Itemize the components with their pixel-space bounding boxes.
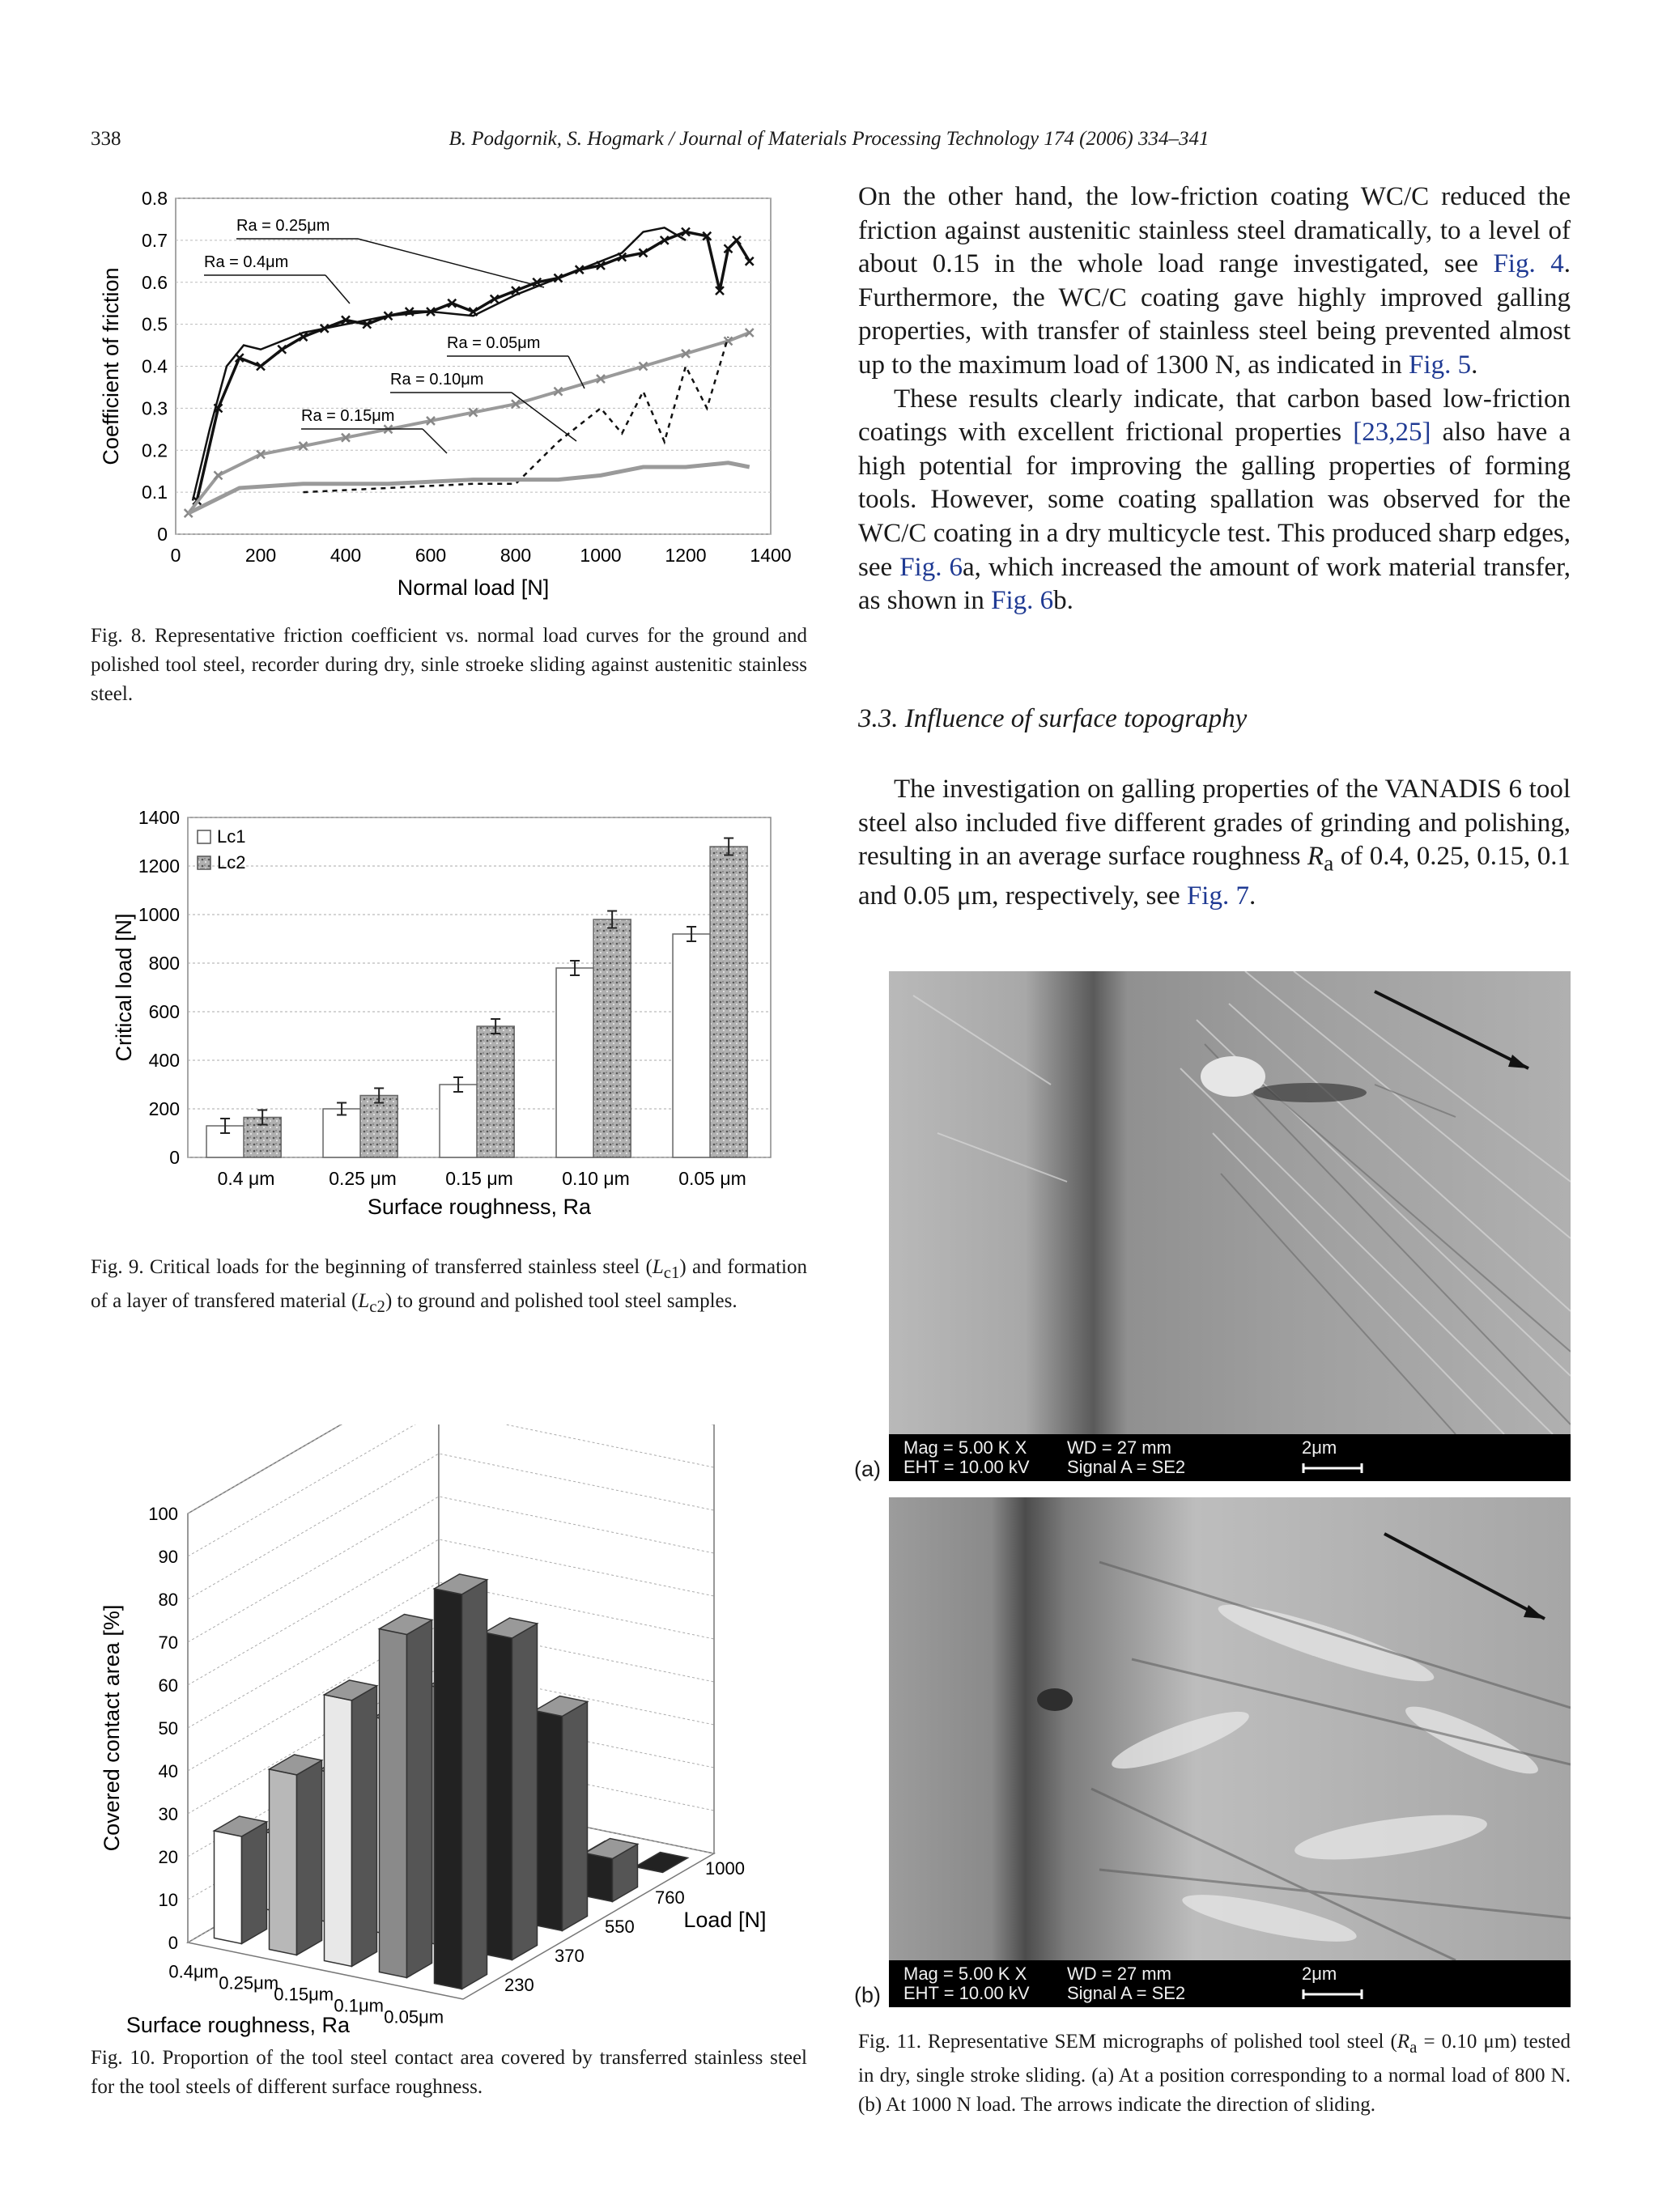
x-tick-label: 800 [500,545,532,566]
y-axis-label: Critical load [N] [112,913,136,1062]
sem-b-wd: WD = 27 mm [1067,1964,1171,1984]
z-tick-label: 80 [158,1590,178,1610]
z-tick-label: 30 [158,1804,178,1824]
y-tick-label: 0.4 [142,355,168,377]
sem-a-scale-bar [1302,1462,1363,1475]
x-tick-label: 0.25 μm [329,1168,397,1189]
fig5-link[interactable]: Fig. 5 [1409,350,1472,380]
y-tick-label: 0.6 [142,271,168,293]
y-tick-label: 600 [148,1001,180,1022]
p2-text-a: These results clearly indicate, that carbon based low-friction coatings with excellent frictional properties [858,384,1571,448]
p3-text-a: The investigation on galling properties of the VANADIS 6 tool steel also included five different grades of grinding and polishing, resulting in an average surface roughness [858,775,1571,872]
z-tick-label: 20 [158,1847,178,1867]
y-tick-label: 400 [148,1050,180,1071]
z-axis-label: Covered contact area [%] [100,1604,124,1852]
legend-swatch [198,856,210,869]
fig9-sym1: L [652,1256,664,1278]
bar-lc2 [710,847,747,1157]
fig6a-link[interactable]: Fig. 6 [899,552,963,582]
sem-b-scale: 2μm [1302,1964,1337,1984]
z-tick-label: 70 [158,1632,178,1653]
y-tick-label: 370 [555,1946,585,1966]
bar-front-face [380,1629,407,1978]
p2-text-b: also have a high potential for improving the galling properties of forming tools. However, some coating spallation was observed for the WC/C coating in a dry multicycle test. This produced sharp edges, see [858,418,1571,582]
x-tick-label: 0.15 μm [445,1168,513,1189]
fig9-sym2: L [358,1290,370,1312]
x-tick-label: 1000 [580,545,622,566]
panel-label-b: (b) [854,1983,881,2007]
y-tick-label: 1000 [138,904,180,925]
p3-text-c: . [1248,881,1256,911]
sem-b-mag: Mag = 5.00 K X [903,1964,1027,1984]
bar-lc1 [440,1085,477,1157]
x-tick-label: 0.15μm [274,1984,334,2005]
fig11-caption-part1: Fig. 11. Representative SEM micrographs of polished tool steel ( [858,2031,1397,2053]
x-axis-label: Surface roughness, Ra [125,2013,351,2037]
y-tick-label: 0.7 [142,229,168,251]
z-tick-label: 0 [168,1933,178,1953]
bar-side-face [352,1686,377,1967]
x-tick-label: 1200 [665,545,707,566]
p3-ra-sub: a [1324,850,1334,876]
y-tick-label: 0.3 [142,397,168,419]
fig11-ra-value: = 0.10 μm) [1417,2031,1517,2053]
bar-front-face [215,1831,242,1944]
sem-info-bar-a [889,1434,1571,1481]
x-tick-label: 0 [170,545,181,566]
fig10-caption: Fig. 10. Proportion of the tool steel contact area covered by transferred stainless steel for the tool steels of different surface roughness. [91,2047,807,2098]
x-tick-label: 0.10 μm [562,1168,630,1189]
y-tick-label: 0.2 [142,439,168,461]
bar-side-face [297,1760,322,1955]
y-axis-label: Load [N] [683,1907,767,1932]
fig11-ra-symbol: R [1397,2031,1410,2053]
y-tick-label: 1000 [705,1858,745,1879]
bar-front-face [325,1695,352,1967]
fig4-link[interactable]: Fig. 4 [1493,249,1564,279]
annotation-label: Ra = 0.25μm [236,217,330,235]
ref-23-25-link[interactable]: [23,25] [1353,418,1431,448]
bar-lc1 [323,1109,360,1157]
y-tick-label: 550 [605,1917,635,1937]
bar-front-face [585,1853,613,1902]
legend-swatch [198,830,210,843]
bar-lc2 [593,919,631,1157]
x-tick-label: 0.05 μm [678,1168,746,1189]
sem-micrograph-b [889,1497,1571,2007]
p3-ra-symbol: R [1307,842,1324,872]
sem-a-mag: Mag = 5.00 K X [903,1437,1027,1458]
y-tick-label: 230 [504,1975,534,1995]
p3-text-b: of 0.4, 0.25, 0.15, 0.1 and 0.05 μm, respectively, see [858,842,1571,911]
z-tick-label: 40 [158,1761,178,1781]
bar-lc1 [556,968,593,1157]
x-tick-label: 1400 [750,545,792,566]
y-tick-label: 0.5 [142,313,168,335]
z-tick-label: 50 [158,1718,178,1739]
y-tick-label: 0 [157,524,168,545]
x-tick-label: 0.25μm [219,1972,279,1993]
annotation-label: Ra = 0.15μm [301,407,395,425]
x-tick-label: 600 [414,545,447,566]
bar-front-face [485,1632,512,1960]
fig9-sub2: c2 [369,1297,385,1316]
fig6b-link[interactable]: Fig. 6 [991,586,1054,616]
x-axis-label: Surface roughness, Ra [367,1195,592,1219]
fig11-caption-part2: tested in dry, single stroke sliding. (a) At a position corresponding to a normal load of 800 N. (b) At 1000 N load. The arrows indicate the direction of sliding. [858,2031,1571,2116]
y-tick-label: 0 [169,1147,180,1168]
x-tick-label: 0.05μm [384,2006,444,2027]
bar-front-face [435,1589,462,1989]
x-tick-label: 0.1μm [334,1995,384,2016]
bar-side-face [462,1580,487,1989]
bar-side-face [407,1620,432,1978]
y-tick-label: 800 [148,953,180,974]
sem-b-scale-bar [1302,1988,1363,2001]
z-tick-label: 90 [158,1547,178,1567]
p1-text-a: On the other hand, the low-friction coating WC/C reduced the friction against austenitic stainless steel dramatically, to a level of about 0.15 in the whole load range investigated, see [858,182,1571,279]
bar-side-face [512,1624,538,1960]
p2-text-c: a, which increased the amount of work material transfer, as shown in [858,552,1571,616]
y-axis-label: Coefficient of friction [99,267,123,465]
x-tick-label: 400 [329,545,362,566]
paragraph-1 [858,180,1571,618]
z-tick-label: 100 [148,1504,178,1524]
sem-a-eht: EHT = 10.00 kV [903,1457,1030,1477]
sem-a-signal: Signal A = SE2 [1067,1457,1186,1477]
panel-label-a: (a) [854,1457,881,1481]
sem-info-bar-b [889,1960,1571,2007]
sem-b-signal: Signal A = SE2 [1067,1983,1186,2003]
z-tick-label: 60 [158,1675,178,1696]
y-tick-label: 0.8 [142,188,168,209]
x-axis-label: Normal load [N] [397,575,550,600]
x-tick-label: 200 [244,545,277,566]
sem-b-eht: EHT = 10.00 kV [903,1983,1030,2003]
fig9-caption-part2: ) and formation of a layer of transfered material ( [91,1256,807,1312]
p2-text-d: b. [1053,586,1073,616]
fig9-sub1: c1 [663,1263,680,1282]
y-tick-label: 200 [148,1098,180,1119]
y-tick-label: 0.1 [142,482,168,503]
bar-front-face [270,1769,297,1955]
legend-label: Lc2 [217,852,246,872]
bar-side-face [563,1702,588,1931]
section-heading: 3.3. Influence of surface topography [858,704,1248,733]
fig9-caption-part3: ) to ground and polished tool steel samples. [385,1290,738,1312]
bar-lc2 [360,1096,397,1158]
annotation-label: Ra = 0.4μm [204,253,289,271]
p1-text-b: . Furthermore, the WC/C coating gave highly improved galling properties, with transfer of stainless steel being prevented almost up to the maximum load of 1300 N, as indicated in [858,249,1571,380]
sem-a-scale: 2μm [1302,1437,1337,1458]
p1-text-c: . [1471,350,1478,380]
annotation-label: Ra = 0.05μm [447,334,541,352]
z-tick-label: 10 [158,1890,178,1910]
x-tick-label: 0.4 μm [217,1168,275,1189]
sem-a-wd: WD = 27 mm [1067,1437,1171,1458]
sem-image-a [889,971,1571,1434]
fig11-ra-sub: a [1409,2037,1418,2057]
fig7-link[interactable]: Fig. 7 [1186,881,1249,911]
bar-front-face [535,1711,563,1931]
y-tick-label: 1400 [138,807,180,828]
fig8-caption: Fig. 8. Representative friction coefficient vs. normal load curves for the ground and polished tool steel, recorder during dry, sinle stroeke sliding against austenitic stainless steel. [91,625,807,705]
sem-image-b [889,1497,1571,1960]
annotation-label: Ra = 0.10μm [390,371,484,388]
y-tick-label: 760 [655,1887,685,1908]
bar-lc2 [477,1026,514,1157]
fig9-caption-part1: Fig. 9. Critical loads for the beginning of transferred stainless steel ( [91,1256,653,1278]
fig11-caption [858,2027,1571,2120]
bar-lc1 [673,934,710,1157]
running-head: B. Podgornik, S. Hogmark / Journal of Materials Processing Technology 174 (2006) 334–341 [449,128,1209,150]
fig9-critical-load-chart [91,793,803,1242]
sem-micrograph-a [889,971,1571,1481]
legend-label: Lc1 [217,826,246,847]
x-tick-label: 0.4μm [168,1961,219,1982]
fig9-caption [91,1253,807,1321]
bar-side-face [242,1822,267,1944]
y-tick-label: 1200 [138,856,180,877]
page-number: 338 [91,128,121,150]
fig10-3d-bar-chart [91,1424,811,2040]
paragraph-2 [858,383,1571,618]
fig8-friction-chart [91,182,803,611]
paragraph-3 [858,773,1571,914]
